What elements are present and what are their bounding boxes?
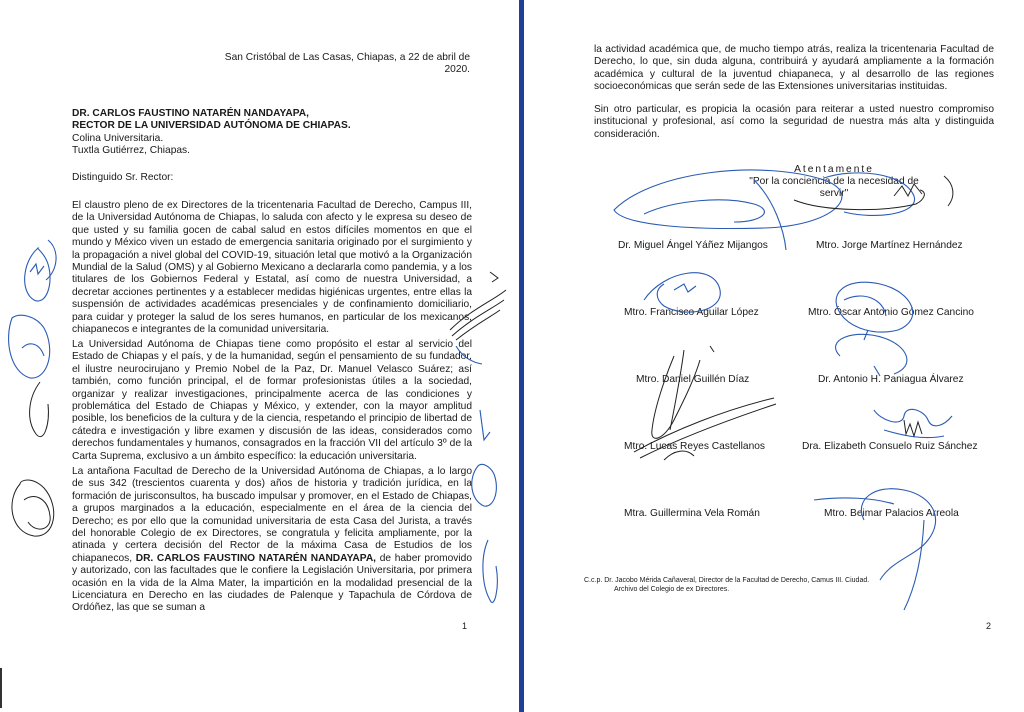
closing-word: Atentamente <box>794 164 874 175</box>
paragraph-3-text-b: de haber promovido y autorizado, con las facultades que le confiere la Legislación Universitaria, por primera ocasión en la vida de la Alma Mater, la impartición en la modalidad presencial de la Licenciatura en Derecho en las ciudades de Palenque y Tapachula de Córdova de Ordóñez, las que se suman a <box>72 552 472 614</box>
signature-mark <box>652 356 700 438</box>
recipient-block <box>72 108 472 158</box>
signatory-name: Mtra. Guillermina Vela Román <box>624 508 760 519</box>
signatory-name: Dr. Antonio H. Paniagua Álvarez <box>818 374 964 385</box>
date-line: San Cristóbal de Las Casas, Chiapas, a 22 de abril de 2020. <box>224 52 470 76</box>
paragraph-closing: Sin otro particular, es propicia la ocasión para reiterar a usted nuestro compromiso institucional y profesional, así como la seguridad de nuestra más alta y distinguida consideración. <box>594 104 994 140</box>
address-line-1: Colina Universitaria. <box>72 132 164 144</box>
page-edge-mark <box>0 668 2 708</box>
ccp-archive: Archivo del Colegio de ex Directores. <box>614 586 730 593</box>
paragraph-3 <box>72 466 472 615</box>
motto: "Por la conciencia de la necesidad de servir" <box>749 176 919 199</box>
paragraph-2: La Universidad Autónoma de Chiapas tiene como propósito el estar al servicio del Estado de Chiapas y el país, y de la humanidad, según el pensamiento de su fundador, el ilustre neurocirujano y Premio Nobel de la Paz, Dr. Manuel Velasco Suárez; así también, como función principal, el de formar profesionistas útiles a la sociedad, organizar y realizar investigaciones, principalmente acerca de las condiciones y problemática del Estado de Chiapas y México, y extender, con la mayor amplitud posible, los beneficios de la cultura y de la ciencia, respetando el principio de libertad de cátedra e investigación y libre examen y discusión de las ideas, considerados como derechos fundamentales y humanos, consagrados en la fracción VII del artículo 3º de la Carta Suprema, exclusivo a un ámbito específico: la educación universitaria. <box>72 339 472 462</box>
paragraph-continuation: la actividad académica que, de mucho tiempo atrás, realiza la tricentenaria Facultad de Derecho, lo que, sin duda alguna, contribuirá y ayudará ampliamente a la formación académica y cultural de la juventud chiapaneca, y al desarrollo de las regiones socioeconómicas que serán sede de las Extensiones universitarias instituidas. <box>594 44 994 93</box>
letter-page-2 <box>524 0 1024 712</box>
recipient-name: DR. CARLOS FAUSTINO NATARÉN NANDAYAPA, <box>72 108 309 119</box>
signatory-name: Mtro. Beimar Palacios Arreola <box>824 508 959 519</box>
paragraph-3-text-a: La antañona Facultad de Derecho de la Universidad Autónoma de Chiapas, a lo largo de sus 342 (trescientos cuarenta y dos) años de historia y tradición jurídica, en la formación de jurisconsultos, ha buscado impulsar y promover, en el Estado de Chiapas, a grupos marginados a la educación, especialmente en el área de la ciencia del Derecho; es por ello que la comunidad universitaria de esta Casa del Jurista, a través del honorable Colegio de ex Directores, se congratula y felicita ampliamente, por la atinada y certera decisión del Rector de la máxima Casa de Estudios de los chiapanecos, <box>72 466 472 564</box>
ccp-line: C.c.p. Dr. Jacobo Mérida Cañaveral, Director de la Facultad de Derecho, Camus III. Ciudad. <box>584 577 870 584</box>
greeting: Distinguido Sr. Rector: <box>72 172 174 183</box>
signature-mark <box>836 334 907 374</box>
closing-block <box>734 164 934 200</box>
signatory-name: Mtro. Jorge Martínez Hernández <box>816 240 963 251</box>
signatory-name: Mtro. Daniel Guillén Díaz <box>636 374 750 385</box>
ccp-block <box>584 576 944 594</box>
recipient-title: RECTOR DE LA UNIVERSIDAD AUTÓNOMA DE CHIAPAS. <box>72 120 351 132</box>
signature-mark <box>861 489 935 580</box>
page-number-1: 1 <box>462 621 468 631</box>
signatory-name: Mtro. Lucas Reyes Castellanos <box>624 441 765 452</box>
signatory-name: Dra. Elizabeth Consuelo Ruiz Sánchez <box>802 441 978 452</box>
page-number-2: 2 <box>986 621 992 631</box>
paragraph-1: El claustro pleno de ex Directores de la tricentenaria Facultad de Derecho, Campus III, de la Universidad Autónoma de Chiapas, lo saluda con afecto y le expresa su deseo de que usted y su familia gocen de cabal salud en estos difíciles momentos en que el mundo y México viven un estado de emergencia sanitaria originado por el surgimiento y la propagación a nivel global del COVID-19, situación letal que motivó a la Organización Mundial de la Salud (OMS) y al Gobierno Mexicano a declararla como pandemia, y a los titulares de los Gobiernos Federal y Estatal, así como de nuestra Universidad, a decretar acciones pertinentes y a establecer medidas higiénicas urgentes, entre ellas la suspensión de actividades académicas presenciales y de confinamiento domiciliario, para cuidar y proteger la salud de los seres humanos, en particular de los mexicanos, chiapanecos e integrantes de la comunidad universitaria. <box>72 200 472 336</box>
address-line-2: Tuxtla Gutiérrez, Chiapas. <box>72 145 190 157</box>
signatory-name: Mtro. Francisco Aguilar López <box>624 307 759 318</box>
signature-mark <box>874 409 952 425</box>
signatory-name: Dr. Miguel Ángel Yáñez Mijangos <box>618 240 768 251</box>
paragraph-3-rector-name: DR. CARLOS FAUSTINO NATARÉN NANDAYAPA, <box>135 552 377 564</box>
signatory-name: Mtro. Óscar Antonio Gómez Cancino <box>808 307 974 318</box>
